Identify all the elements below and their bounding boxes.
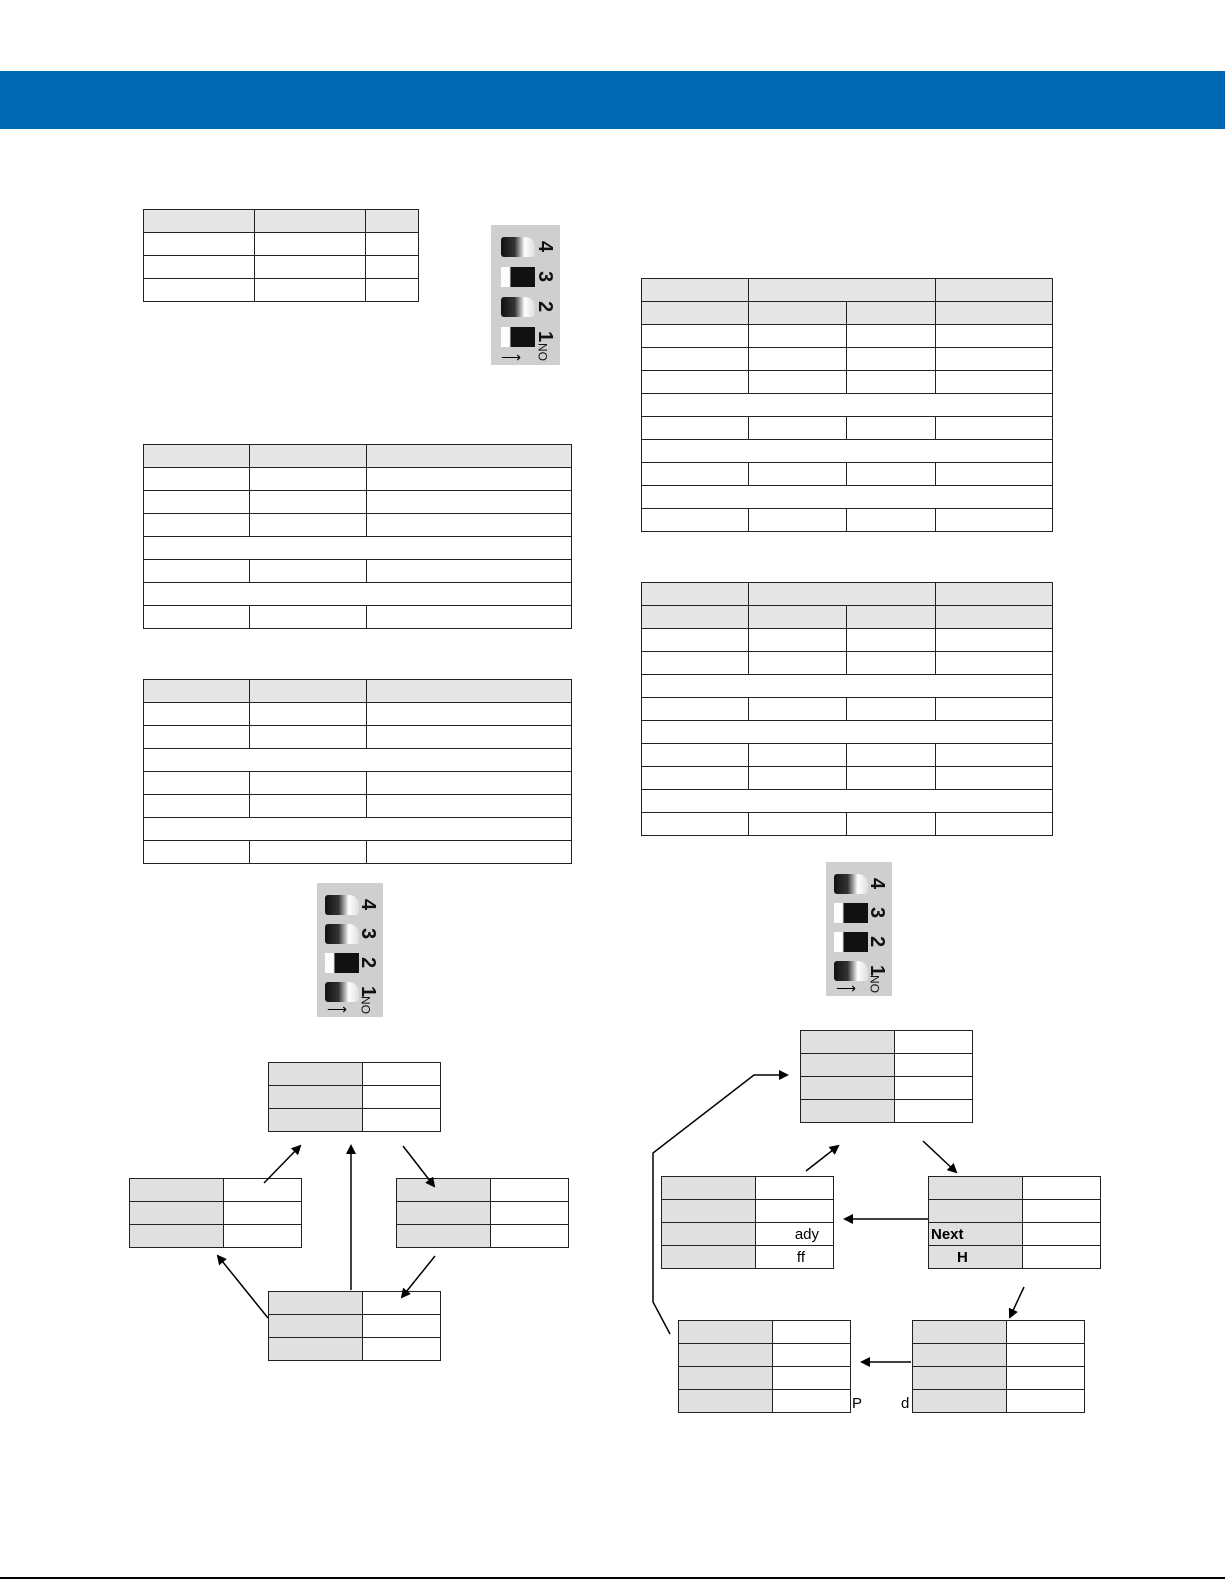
position-label: 2 bbox=[866, 935, 889, 948]
node-fragment: d bbox=[901, 1395, 910, 1412]
node-fragment: H bbox=[929, 1246, 1023, 1269]
position-label: 2 bbox=[357, 956, 380, 969]
arrow bbox=[1010, 1287, 1024, 1317]
position-label: 1 bbox=[357, 985, 380, 998]
arrow bbox=[402, 1256, 435, 1297]
arrow bbox=[218, 1256, 268, 1318]
on-label: ON bbox=[536, 343, 550, 361]
position-label: 4 bbox=[866, 877, 889, 890]
position-label: 2 bbox=[534, 300, 557, 313]
position-label: 1 bbox=[866, 964, 889, 977]
arrow bbox=[923, 1141, 956, 1172]
position-label: 4 bbox=[357, 898, 380, 911]
position-label: 3 bbox=[534, 270, 557, 283]
node-fragment: Next bbox=[929, 1223, 1023, 1246]
position-label: 3 bbox=[357, 927, 380, 940]
arrow bbox=[806, 1146, 838, 1171]
arrow bbox=[403, 1146, 434, 1186]
node-fragment: P bbox=[852, 1395, 863, 1412]
arrow-right-icon: ⟶ bbox=[327, 1001, 348, 1017]
on-label: ON bbox=[868, 975, 882, 993]
arrow bbox=[653, 1075, 787, 1334]
on-label: ON bbox=[359, 996, 373, 1014]
position-label: 4 bbox=[534, 240, 557, 253]
arrow-right-icon: ⟶ bbox=[836, 980, 857, 996]
arrow bbox=[264, 1146, 300, 1183]
node-fragment: ady bbox=[756, 1223, 834, 1246]
footer-rule bbox=[0, 1577, 1225, 1579]
position-label: 1 bbox=[534, 330, 557, 343]
arrow-right-icon: ⟶ bbox=[501, 349, 522, 365]
node-fragment: ff bbox=[756, 1246, 834, 1269]
position-label: 3 bbox=[866, 906, 889, 919]
